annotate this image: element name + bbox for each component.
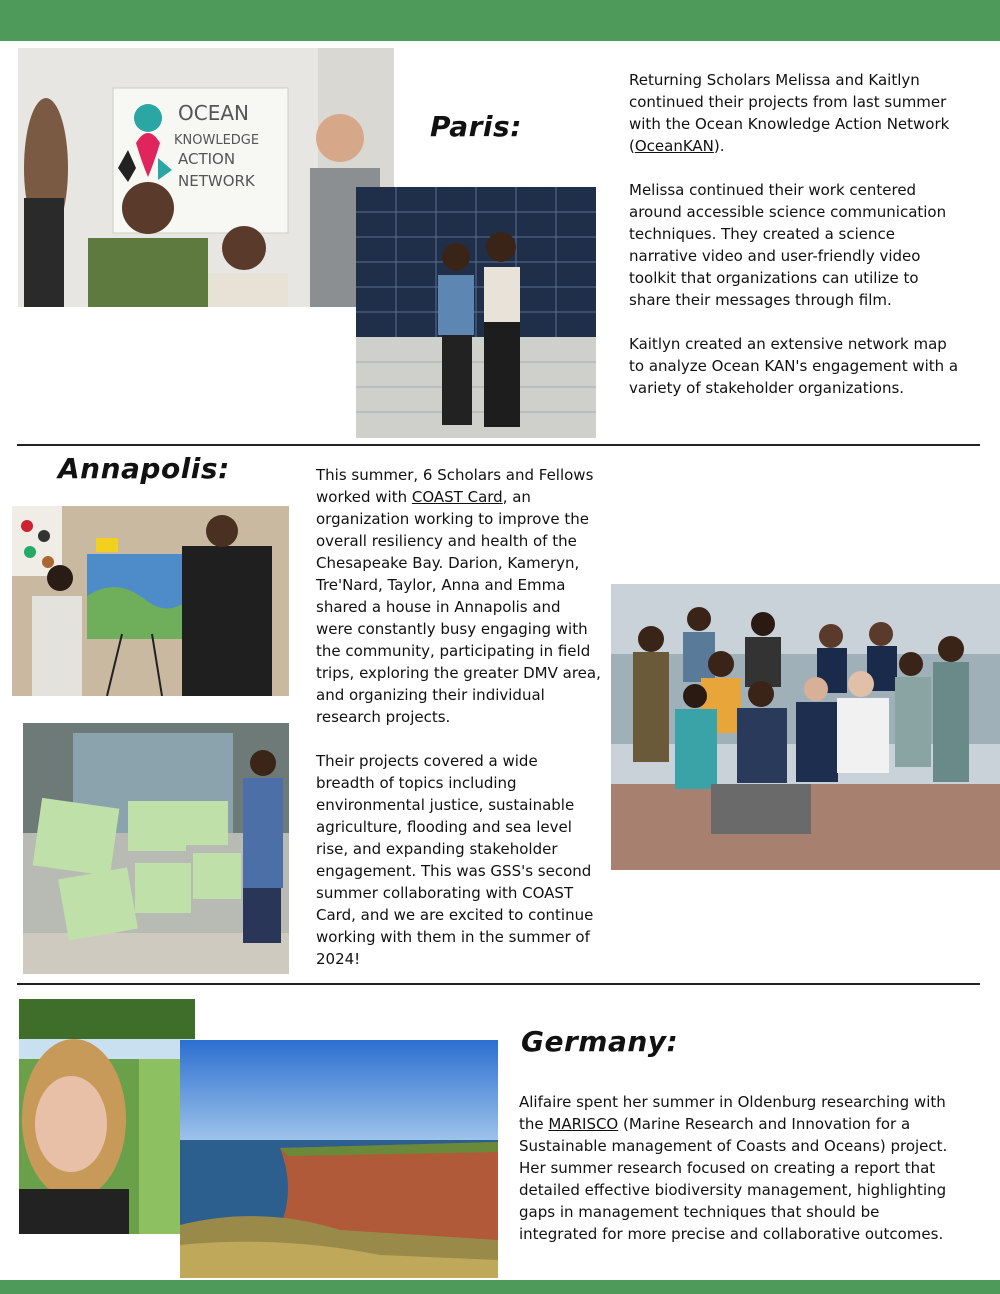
annapolis-paragraph-2: Their projects covered a wide breadth of topics including environmental justice, sustainable agriculture, flooding and sea level rise, and expanding stakeholder engagement. This was GSS's second summer collaborating with COAST Card, and we are excited to continue working with them in the summer of 2024!: [316, 752, 594, 968]
photo-germany-selfie: [19, 999, 195, 1234]
photo-annapolis-group: [611, 584, 1000, 870]
paris-p1-end: ).: [713, 137, 725, 155]
poster-line-4: NETWORK: [178, 172, 255, 190]
germany-paragraph-1: [519, 1091, 959, 1245]
germany-p1-text: Alifaire spent her summer in Oldenburg researching with the: [519, 1093, 946, 1133]
marisco-link[interactable]: MARISCO: [548, 1115, 619, 1133]
top-green-band: [0, 0, 1000, 41]
photo-annapolis-map-activity: [12, 506, 289, 696]
section-divider-2: [17, 983, 980, 985]
germany-body: [519, 1091, 959, 1245]
oceankan-link[interactable]: OceanKAN: [634, 137, 714, 155]
annapolis-body: [316, 464, 601, 970]
coast-card-link[interactable]: COAST Card: [411, 488, 503, 506]
paris-heading: Paris:: [430, 110, 522, 143]
section-divider-1: [17, 444, 980, 446]
photo-annapolis-map-boards: [23, 723, 289, 974]
paris-paragraph-3: Kaitlyn created an extensive network map to analyze Ocean KAN's engagement with a variety of stakeholder organizations.: [629, 335, 959, 397]
annapolis-p1-end: , an organization working to improve the overall resiliency and health of the Chesapeake Bay. Darion, Kameryn, Tre'Nard, Taylor, Anna and Emma shared a house in Annapolis and were constantly busy engaging with the community, participating in field trips, exploring the greater DMV area, and organizing their individual research projects.: [316, 488, 601, 726]
photo-germany-cliffs: [180, 1040, 498, 1278]
paris-p1-text: Returning Scholars Melissa and Kaitlyn continued their projects from last summer with the Ocean Knowledge Action Network (: [629, 71, 950, 155]
annapolis-paragraph-1: [316, 464, 601, 728]
germany-p1-end: (Marine Research and Innovation for a Sustainable management of Coasts and Oceans) project. Her summer research focused on creating a report that detailed effective biodiversity management, highlighting gaps in management techniques that should be integrated for more precise and collaborative outcomes.: [519, 1115, 948, 1243]
photo-paris-ocean-kan-poster: [18, 48, 394, 307]
bottom-green-band: [0, 1280, 1000, 1294]
poster-line-3: ACTION: [178, 150, 236, 168]
paris-body: [629, 69, 959, 399]
annapolis-heading: Annapolis:: [58, 452, 230, 485]
paris-paragraph-1: [629, 69, 959, 157]
germany-heading: Germany:: [521, 1025, 679, 1058]
paris-paragraph-2: Melissa continued their work centered around accessible science communication techniques. They created a science narrative video and user-friendly video toolkit that organizations can utilize to share their messages through film.: [629, 181, 947, 309]
photo-paris-chalkboard-wall: [356, 187, 596, 438]
annapolis-p1-text: This summer, 6 Scholars and Fellows worked with: [316, 466, 594, 506]
poster-line-1: OCEAN: [178, 101, 249, 125]
poster-line-2: KNOWLEDGE: [174, 133, 260, 148]
